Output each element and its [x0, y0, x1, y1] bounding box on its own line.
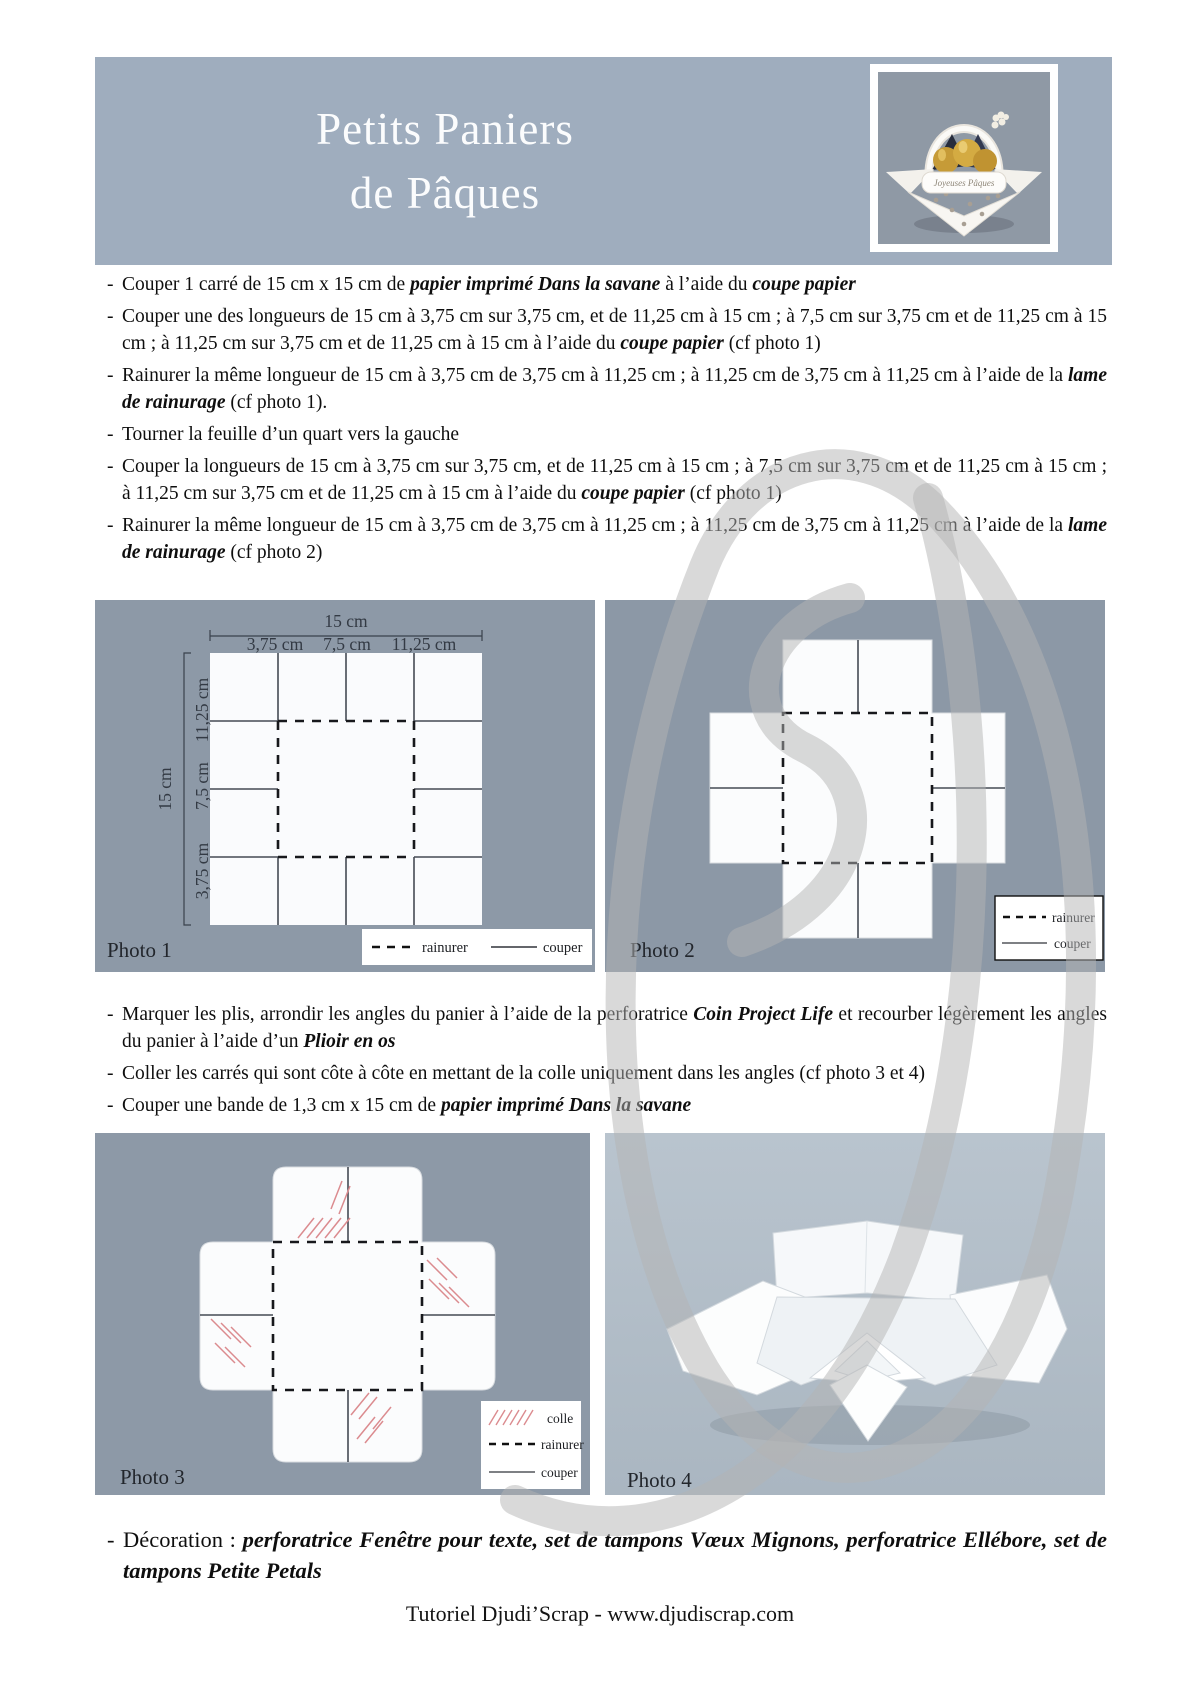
instruction-text: à l’aide du	[660, 274, 753, 295]
legend-rainurer-label: rainurer	[1052, 910, 1095, 925]
bullet-dash: -	[107, 365, 114, 386]
dim-top-seg-3: 11,25 cm	[391, 634, 457, 654]
photo-3-diagram	[95, 1133, 590, 1495]
basket-photo-frame	[870, 64, 1058, 252]
legend	[481, 1401, 584, 1489]
photo-4-figure	[605, 1133, 1105, 1495]
instruction-text: Rainurer la même longueur de 15 cm à 3,75 cm de 3,75 cm à 11,25 cm ; à 11,25 cm de 3,75 cm à 11,25 cm à l’aide de la	[122, 515, 1068, 536]
product-name: coupe papier	[752, 274, 856, 295]
legend	[995, 896, 1103, 960]
instruction-text: et recourber légèrement les angles du panier à l’aide d’un	[122, 1004, 1107, 1052]
photo-1-diagram	[95, 600, 595, 972]
photo-2-diagram	[605, 600, 1105, 972]
product-name: papier imprimé Dans la savane	[410, 274, 661, 295]
instruction-text: (cf photo 2)	[225, 542, 323, 563]
instruction-item	[107, 453, 1107, 507]
bullet-dash: -	[107, 1063, 114, 1084]
dim-left-seg-1: 11,25 cm	[192, 677, 212, 743]
product-name: coupe papier	[581, 483, 685, 504]
photo-3-figure	[95, 1133, 590, 1495]
instruction-text: Marquer les plis, arrondir les angles du panier à l’aide de la perforatrice	[122, 1004, 694, 1025]
bullet-dash: -	[107, 424, 114, 445]
page-title	[105, 97, 785, 225]
product-name: Plioir en os	[303, 1031, 396, 1052]
instruction-item	[107, 421, 1107, 448]
product-name: perforatrice Fenêtre pour texte, set de tampons Vœux Mignons, perforatrice Ellébore, set de tampons Petite Petals	[123, 1527, 1107, 1583]
bullet-dash: -	[107, 456, 114, 477]
instruction-text: (cf photo 1)	[684, 483, 782, 504]
footer	[0, 1601, 1200, 1627]
title-line-1: Petits Paniers	[316, 104, 574, 154]
footer-text: Tutoriel Djudi’Scrap - www.djudiscrap.com	[405, 1601, 795, 1626]
instruction-item	[107, 512, 1107, 566]
photo-label: Photo 4	[627, 1468, 692, 1492]
instruction-text: Rainurer la même longueur de 15 cm à 3,75 cm de 3,75 cm à 11,25 cm ; à 11,25 cm de 3,75 cm à 11,25 cm à l’aide de la	[122, 365, 1068, 386]
bullet-dash: -	[107, 1004, 114, 1025]
instructions-list-1	[107, 271, 1107, 571]
legend-couper-label: couper	[543, 940, 583, 956]
header-band	[95, 57, 1112, 265]
legend-couper-label: couper	[1054, 936, 1091, 951]
photo-4-image	[605, 1133, 1105, 1495]
product-name: papier imprimé Dans la savane	[440, 1095, 692, 1116]
legend	[362, 929, 592, 965]
bullet-dash: -	[107, 1527, 115, 1552]
photo-label: Photo 2	[630, 938, 695, 962]
bullet-dash: -	[107, 515, 114, 536]
product-name: lame de rainurage	[122, 365, 1107, 413]
legend-rainurer-label: rainurer	[541, 1437, 584, 1452]
dim-left-seg-2: 7,5 cm	[192, 762, 212, 810]
instruction-item	[107, 271, 1107, 298]
title-line-2: de Pâques	[349, 168, 541, 218]
instruction-text: Couper une des longueurs de 15 cm à 3,75 cm sur 3,75 cm, et de 11,25 cm à 15 cm ; à 7,5 cm sur 3,75 cm et de 11,25 cm à 15 cm ; à 11,25 cm sur 3,75 cm et de 11,25 cm à 15 cm à l’aide du	[122, 306, 1107, 354]
instruction-text: Coller les carrés qui sont côte à côte en mettant de la colle uniquement dans les angles (cf photo 3 et 4)	[122, 1063, 926, 1084]
basket-tag-text: Joyeuses Pâques	[933, 178, 995, 188]
legend-rainurer-label: rainurer	[422, 940, 468, 956]
photo-label: Photo 3	[120, 1465, 185, 1489]
instruction-item	[107, 1092, 1107, 1119]
instructions-list-2	[107, 1001, 1107, 1124]
decoration-note	[107, 1524, 1107, 1586]
instruction-item	[107, 1060, 1107, 1087]
product-name: coupe papier	[620, 333, 724, 354]
dim-left-seg-3: 3,75 cm	[192, 842, 212, 900]
instruction-text: (cf photo 1)	[723, 333, 821, 354]
instruction-text: Couper la longueurs de 15 cm à 3,75 cm sur 3,75 cm, et de 11,25 cm à 15 cm ; à 7,5 cm sur 3,75 cm et de 11,25 cm à 15 cm ; à 11,25 cm sur 3,75 cm et de 11,25 cm à 15 cm à l’aide du	[122, 456, 1107, 504]
product-name: lame de rainurage	[122, 515, 1107, 563]
instruction-text: Tourner la feuille d’un quart vers la gauche	[122, 424, 460, 445]
instruction-text: Couper une bande de 1,3 cm x 15 cm de	[122, 1095, 441, 1116]
dim-top-total: 15 cm	[324, 611, 368, 631]
basket-illustration	[878, 72, 1050, 244]
instruction-item	[107, 1001, 1107, 1055]
photo-1-figure	[95, 600, 595, 972]
dim-left-total: 15 cm	[155, 767, 175, 811]
decoration-text: Décoration :	[123, 1527, 243, 1552]
photo-label: Photo 1	[107, 938, 172, 962]
bullet-dash: -	[107, 274, 114, 295]
instruction-item	[107, 362, 1107, 416]
product-name: Coin Project Life	[693, 1004, 833, 1025]
legend-colle-label: colle	[547, 1411, 574, 1426]
bullet-dash: -	[107, 1095, 114, 1116]
bullet-dash: -	[107, 306, 114, 327]
dim-top-seg-1: 3,75 cm	[246, 634, 304, 654]
photo-2-figure	[605, 600, 1105, 972]
legend-couper-label: couper	[541, 1465, 578, 1480]
dim-top-seg-2: 7,5 cm	[323, 634, 371, 654]
instruction-text: (cf photo 1).	[225, 392, 328, 413]
instruction-item	[107, 303, 1107, 357]
instruction-text: Couper 1 carré de 15 cm x 15 cm de	[122, 274, 411, 295]
